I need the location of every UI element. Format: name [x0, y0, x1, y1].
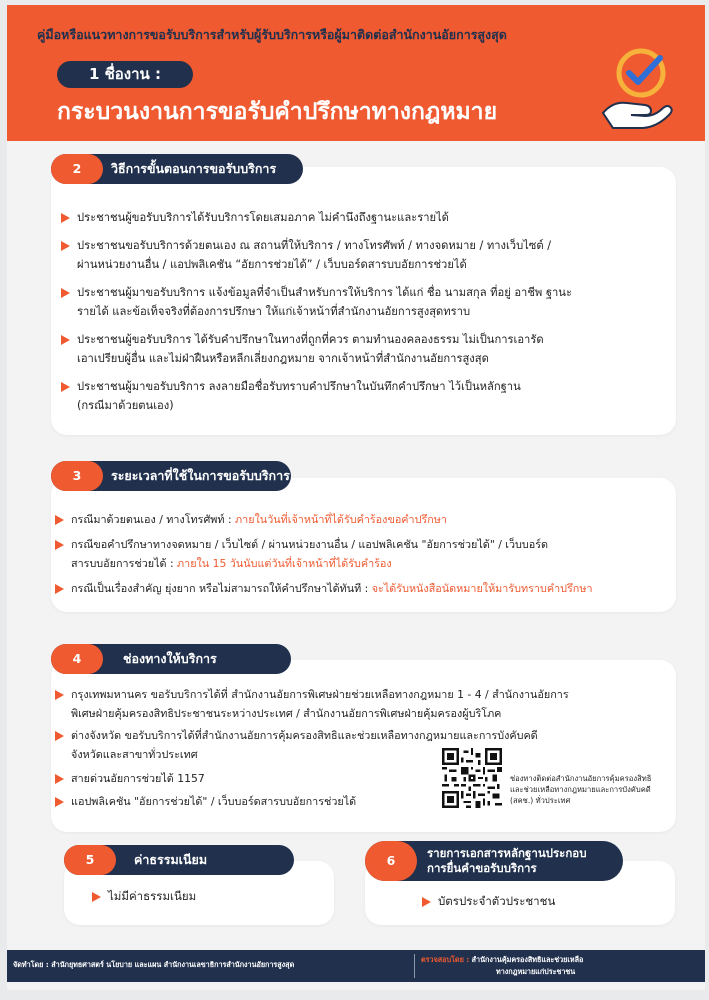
bullet-arrow-icon	[55, 690, 64, 700]
bullet-arrow-icon	[92, 892, 101, 902]
footer-reviewed-by: ตรวจสอบโดย : สำนักงานคุ้มครองสิทธิและช่วยเหลือ ทางกฎหมายแก่ประชาชน	[421, 955, 584, 976]
bullet-arrow-icon	[61, 382, 70, 392]
procedure-item: ประชาชนผู้มาขอรับบริการ แจ้งข้อมูลที่จำเป็นสำหรับการให้บริการ ได้แก่ ชื่อ นามสกุล ที่อยู่ อาชีพ ฐานะ รายได้ และข้อเท็จจริงที่ต้องการปรึกษา ให้แก่เจ้าหน้าที่สำนักงานอัยการสูงสุดทราบ	[77, 283, 572, 321]
section-title: ระยะเวลาที่ใช้ในการขอรับบริการ	[111, 468, 290, 483]
bullet-arrow-icon	[55, 540, 64, 550]
duration-item: กรณีเป็นเรื่องสำคัญ ยุ่งยาก หรือไม่สามารถให้คำปรึกษาได้ทันที : จะได้รับหนังสือนัดหมายให้มารับทราบคำปรึกษา	[71, 579, 593, 598]
channel-item: ต่างจังหวัด ขอรับบริการได้ที่สำนักงานอัยการคุ้มครองสิทธิและช่วยเหลือทางกฎหมายและการบังคับคดี จังหวัดและสาขาทั่วประเทศ	[71, 726, 538, 764]
procedure-item: ประชาชนผู้ขอรับบริการได้รับบริการโดยเสมอภาค ไม่คำนึงถึงฐานะและรายได้	[77, 208, 449, 227]
section-title: วิธีการขั้นตอนการขอรับบริการ	[111, 161, 277, 176]
section-number: 2	[51, 154, 103, 184]
bullet-arrow-icon	[55, 774, 64, 784]
section-fee-header	[64, 845, 294, 875]
section-procedure-header	[51, 154, 303, 184]
channel-item: สายด่วนอัยการช่วยได้ 1157	[71, 769, 205, 788]
document-item: บัตรประจำตัวประชาชน	[438, 892, 555, 911]
section-title: รายการเอกสารหลักฐานประกอบ การยื่นคำขอรับบริการ	[427, 846, 587, 875]
bullet-arrow-icon	[61, 288, 70, 298]
section-number: 6	[365, 841, 417, 881]
procedure-item: ประชาชนผู้ขอรับบริการ ได้รับคำปรึกษาในทางที่ถูกที่ควร ตามทำนองคลองธรรม ไม่เป็นการเอารัด เอาเปรียบผู้อื่น และไม่ฝ่าฝืนหรือหลีกเลี่ยงกฎหมาย จากเจ้าหน้าที่สำนักงานอัยการสูงสุด	[77, 330, 544, 368]
procedure-item: ประชาชนผู้มาขอรับบริการ ลงลายมือชื่อรับทราบคำปรึกษาในบันทึกคำปรึกษา ไว้เป็นหลักฐาน (กรณีมาด้วยตนเอง)	[77, 377, 521, 415]
hand-check-icon	[601, 43, 673, 129]
section-duration-header	[51, 461, 291, 491]
section-documents-header	[365, 841, 623, 881]
qr-code-icon[interactable]	[442, 748, 502, 808]
bullet-arrow-icon	[55, 731, 64, 741]
bullet-arrow-icon	[55, 584, 64, 594]
bullet-arrow-icon	[61, 335, 70, 345]
section-number: 4	[51, 644, 103, 674]
section-channels-header	[51, 644, 291, 674]
service-name-pill: 1 ชื่องาน :	[57, 61, 193, 88]
procedure-item: ประชาชนขอรับบริการด้วยตนเอง ณ สถานที่ให้บริการ / ทางโทรศัพท์ / ทางจดหมาย / ทางเว็บไซต์ / ผ่านหน่วยงานอื่น / แอปพลิเคชัน “อัยการช่วยได้” / เว็บบอร์ดสารบบอัยการช่วยได้	[77, 236, 551, 274]
footer-prepared-by: จัดทำโดย : สำนักยุทธศาสตร์ นโยบาย และแผน สำนักงานเลขาธิการสำนักงานอัยการสูงสุด	[13, 960, 295, 969]
section-number: 5	[64, 845, 116, 875]
bullet-arrow-icon	[422, 897, 431, 907]
guide-title: คู่มือหรือแนวทางการขอรับบริการสำหรับผู้รับบริการหรือผู้มาติดต่อสำนักงานอัยการสูงสุด	[37, 27, 507, 42]
bullet-arrow-icon	[61, 241, 70, 251]
header-banner	[7, 5, 705, 141]
fee-item: ไม่มีค่าธรรมเนียม	[108, 887, 196, 906]
section-title: ช่องทางให้บริการ	[123, 651, 217, 666]
duration-item: กรณีขอคำปรึกษาทางจดหมาย / เว็บไซต์ / ผ่านหน่วยงานอื่น / แอปพลิเคชัน "อัยการช่วยได้" / เว็บบอร์ด สารบบอัยการช่วยได้ : ภายใน 15 วันนับแต่วันที่เจ้าหน้าที่ได้รับคำร้อง	[71, 535, 548, 573]
bullet-arrow-icon	[55, 515, 64, 525]
service-title: กระบวนงานการขอรับคำปรึกษาทางกฎหมาย	[57, 99, 498, 125]
duration-item: กรณีมาด้วยตนเอง / ทางโทรศัพท์ : ภายในวันที่เจ้าหน้าที่ได้รับคำร้องขอคำปรึกษา	[71, 510, 447, 529]
bullet-arrow-icon	[61, 213, 70, 223]
bullet-arrow-icon	[55, 797, 64, 807]
footer-divider	[414, 954, 415, 978]
qr-caption: ช่องทางติดต่อสำนักงานอัยการคุ้มครองสิทธิ และช่วยเหลือทางกฎหมายและการบังคับคดี (สคช.) ทั่วประเทศ	[510, 774, 652, 805]
footer-bar	[7, 950, 705, 982]
section-title: ค่าธรรมเนียม	[134, 852, 208, 867]
section-number: 3	[51, 461, 103, 491]
channel-item: แอปพลิเคชัน "อัยการช่วยได้" / เว็บบอร์ดสารบบอัยการช่วยได้	[71, 792, 356, 811]
service-guide-page	[7, 5, 705, 990]
channel-item: กรุงเทพมหานคร ขอรับบริการได้ที่ สำนักงานอัยการพิเศษฝ่ายช่วยเหลือทางกฎหมาย 1 - 4 / สำนักงานอัยการ พิเศษฝ่ายคุ้มครองสิทธิประชาชนระหว่างประเทศ / สำนักงานอัยการพิเศษฝ่ายคุ้มครองผู้บริโภค	[71, 685, 569, 723]
